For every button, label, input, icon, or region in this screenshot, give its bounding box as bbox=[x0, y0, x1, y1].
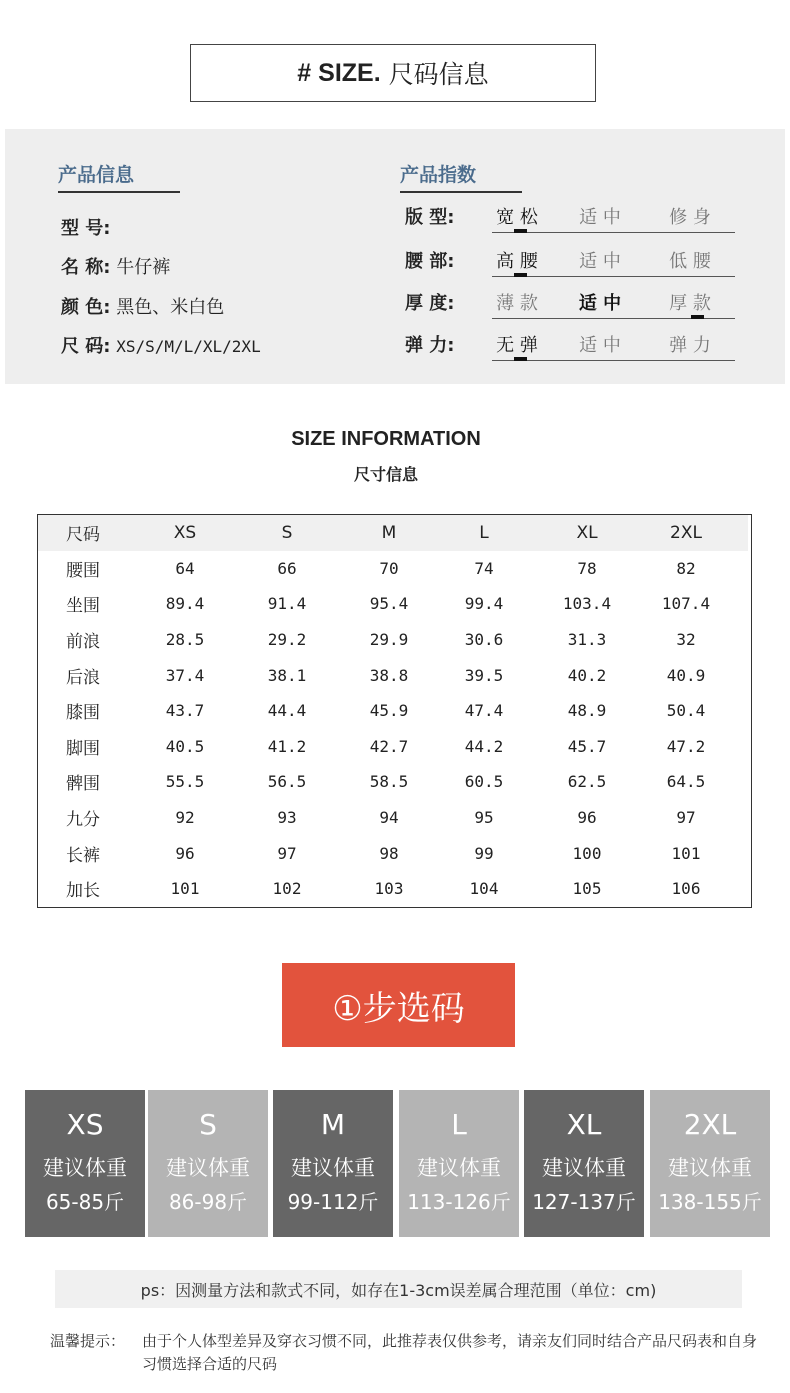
tip-text: 由于个人体型差异及穿衣习惯不同，此推荐表仅供参考，请亲友们同时结合产品尺码表和自身习惯选择合适的尺码 bbox=[142, 1332, 758, 1373]
table-cell: 29.9 bbox=[369, 630, 409, 650]
index-row-thickness: 厚 度: 薄 款 适 中 厚 款 bbox=[405, 289, 740, 319]
table-row bbox=[38, 835, 751, 871]
table-cell: 37.4 bbox=[165, 665, 205, 685]
table-cell: 102 bbox=[272, 879, 302, 899]
table-cell: 47.2 bbox=[666, 736, 706, 756]
table-row bbox=[38, 871, 751, 907]
weight-card-xl bbox=[524, 1090, 644, 1237]
table-header-row bbox=[38, 515, 748, 551]
table-cell: 96 bbox=[175, 843, 195, 863]
weight-card-m bbox=[273, 1090, 393, 1237]
table-row-label: 髀围 bbox=[66, 774, 100, 795]
weight-card-2xl bbox=[650, 1090, 770, 1237]
table-cell: 48.9 bbox=[567, 701, 607, 721]
table-cell: 45.7 bbox=[567, 736, 607, 756]
table-cell: 95.4 bbox=[369, 594, 409, 614]
table-cell: 82 bbox=[676, 558, 696, 578]
table-cell: 105 bbox=[572, 879, 602, 899]
table-cell: 104 bbox=[469, 879, 499, 899]
table-row-label: 加长 bbox=[66, 881, 100, 902]
table-row-label: 坐围 bbox=[66, 596, 100, 617]
table-cell: 56.5 bbox=[267, 772, 307, 792]
table-cell: 64 bbox=[175, 558, 195, 578]
card-label: 建议体重 bbox=[291, 1156, 375, 1180]
index-marker bbox=[514, 229, 527, 233]
info-row-name: 名 称: 牛仔裤 bbox=[61, 257, 171, 278]
size-information-subtitle: 尺寸信息 bbox=[353, 465, 418, 484]
ps-note: ps：因测量方法和款式不同，如存在1-3cm误差属合理范围（单位：cm) bbox=[55, 1270, 742, 1308]
table-cell: 60.5 bbox=[464, 772, 504, 792]
table-cell: 70 bbox=[379, 558, 399, 578]
weight-card-s bbox=[148, 1090, 268, 1237]
table-row-label: 尺码 bbox=[66, 525, 100, 546]
table-cell: XL bbox=[576, 522, 598, 543]
table-cell: 106 bbox=[671, 879, 701, 899]
table-row-label: 长裤 bbox=[66, 845, 100, 866]
weight-card-xs bbox=[25, 1090, 145, 1237]
table-cell: 94 bbox=[379, 808, 399, 828]
table-cell: XS bbox=[173, 522, 197, 543]
index-marker bbox=[514, 273, 527, 277]
table-cell: 101 bbox=[170, 879, 200, 899]
table-cell: 64.5 bbox=[666, 772, 706, 792]
table-cell: 97 bbox=[676, 808, 696, 828]
product-info-panel bbox=[5, 129, 785, 384]
table-cell: 97 bbox=[277, 843, 297, 863]
table-row bbox=[38, 800, 751, 836]
table-cell: 2XL bbox=[670, 522, 702, 543]
table-cell: 78 bbox=[577, 558, 597, 578]
table-row bbox=[38, 764, 751, 800]
table-cell: 62.5 bbox=[567, 772, 607, 792]
step-select-size: ①步选码 bbox=[282, 963, 515, 1047]
card-weight: 127-137斤 bbox=[532, 1190, 636, 1214]
table-cell: 103 bbox=[374, 879, 404, 899]
table-row-label: 九分 bbox=[66, 810, 100, 831]
table-row bbox=[38, 657, 751, 693]
table-cell: 91.4 bbox=[267, 594, 307, 614]
table-row bbox=[38, 622, 751, 658]
table-cell: 99.4 bbox=[464, 594, 504, 614]
card-size: XS bbox=[66, 1108, 104, 1141]
card-weight: 86-98斤 bbox=[168, 1190, 248, 1214]
table-cell: 107.4 bbox=[661, 594, 711, 614]
index-row-waist: 腰 部: 高 腰 适 中 低 腰 bbox=[405, 247, 740, 277]
table-cell: 32 bbox=[676, 630, 696, 650]
table-row-label: 膝围 bbox=[66, 703, 100, 724]
table-cell: 58.5 bbox=[369, 772, 409, 792]
info-row-size: 尺 码: XS/S/M/L/XL/2XL bbox=[61, 336, 261, 357]
table-cell: 95 bbox=[474, 808, 494, 828]
table-cell: 39.5 bbox=[464, 665, 504, 685]
table-cell: 50.4 bbox=[666, 701, 706, 721]
product-index-heading: 产品指数 bbox=[400, 160, 476, 187]
title-bold: # SIZE. bbox=[297, 58, 381, 87]
table-cell: 93 bbox=[277, 808, 297, 828]
table-cell: 38.1 bbox=[267, 665, 307, 685]
table-cell: 99 bbox=[474, 843, 494, 863]
card-weight: 113-126斤 bbox=[407, 1190, 511, 1214]
index-marker bbox=[514, 357, 527, 361]
card-weight: 138-155斤 bbox=[658, 1190, 762, 1214]
card-label: 建议体重 bbox=[43, 1156, 127, 1180]
table-cell: 66 bbox=[277, 558, 297, 578]
table-cell: 40.2 bbox=[567, 665, 607, 685]
table-cell: 47.4 bbox=[464, 701, 504, 721]
title-text: 尺码信息 bbox=[388, 60, 489, 89]
table-row bbox=[38, 551, 751, 587]
table-row-label: 后浪 bbox=[66, 667, 100, 688]
table-row-label: 腰围 bbox=[66, 560, 100, 581]
table-cell: 43.7 bbox=[165, 701, 205, 721]
card-weight: 99-112斤 bbox=[287, 1190, 379, 1214]
size-table bbox=[37, 514, 752, 908]
size-title-box bbox=[190, 44, 596, 102]
card-label: 建议体重 bbox=[668, 1156, 752, 1180]
table-row bbox=[38, 729, 751, 765]
table-cell: 41.2 bbox=[267, 736, 307, 756]
table-cell: 29.2 bbox=[267, 630, 307, 650]
table-cell: S bbox=[281, 522, 293, 543]
card-size: 2XL bbox=[683, 1108, 737, 1141]
table-row-label: 脚围 bbox=[66, 738, 100, 759]
table-cell: 40.9 bbox=[666, 665, 706, 685]
table-cell: 101 bbox=[671, 843, 701, 863]
table-cell: 38.8 bbox=[369, 665, 409, 685]
table-cell: 98 bbox=[379, 843, 399, 863]
table-cell: 31.3 bbox=[567, 630, 607, 650]
table-cell: M bbox=[381, 522, 397, 543]
card-size: XL bbox=[566, 1108, 602, 1141]
table-row-label: 前浪 bbox=[66, 632, 100, 653]
weight-card-l bbox=[399, 1090, 519, 1237]
table-row bbox=[38, 586, 751, 622]
card-size: M bbox=[320, 1108, 346, 1141]
table-cell: 96 bbox=[577, 808, 597, 828]
card-size: S bbox=[199, 1108, 217, 1141]
card-label: 建议体重 bbox=[417, 1156, 501, 1180]
info-row-model: 型 号: bbox=[61, 218, 111, 239]
card-size: L bbox=[451, 1108, 467, 1141]
index-row-fit: 版 型: 宽 松 适 中 修 身 bbox=[405, 203, 740, 233]
tip-label: 温馨提示： bbox=[50, 1332, 126, 1350]
table-cell: 74 bbox=[474, 558, 494, 578]
index-row-elasticity: 弹 力: 无 弹 适 中 弹 力 bbox=[405, 331, 740, 361]
product-info-heading: 产品信息 bbox=[58, 160, 134, 187]
card-label: 建议体重 bbox=[166, 1156, 250, 1180]
table-cell: 103.4 bbox=[562, 594, 612, 614]
card-label: 建议体重 bbox=[542, 1156, 626, 1180]
table-cell: 42.7 bbox=[369, 736, 409, 756]
table-cell: 89.4 bbox=[165, 594, 205, 614]
table-cell: 100 bbox=[572, 843, 602, 863]
table-cell: 45.9 bbox=[369, 701, 409, 721]
table-cell: 44.4 bbox=[267, 701, 307, 721]
table-cell: 30.6 bbox=[464, 630, 504, 650]
table-cell: L bbox=[479, 522, 489, 543]
table-cell: 92 bbox=[175, 808, 195, 828]
size-information-title: SIZE INFORMATION bbox=[291, 428, 481, 450]
table-cell: 40.5 bbox=[165, 736, 205, 756]
table-cell: 28.5 bbox=[165, 630, 205, 650]
index-marker bbox=[691, 315, 704, 319]
card-weight: 65-85斤 bbox=[45, 1190, 125, 1214]
info-row-color: 颜 色: 黑色、米白色 bbox=[61, 297, 225, 318]
table-cell: 44.2 bbox=[464, 736, 504, 756]
table-row bbox=[38, 693, 751, 729]
table-cell: 55.5 bbox=[165, 772, 205, 792]
